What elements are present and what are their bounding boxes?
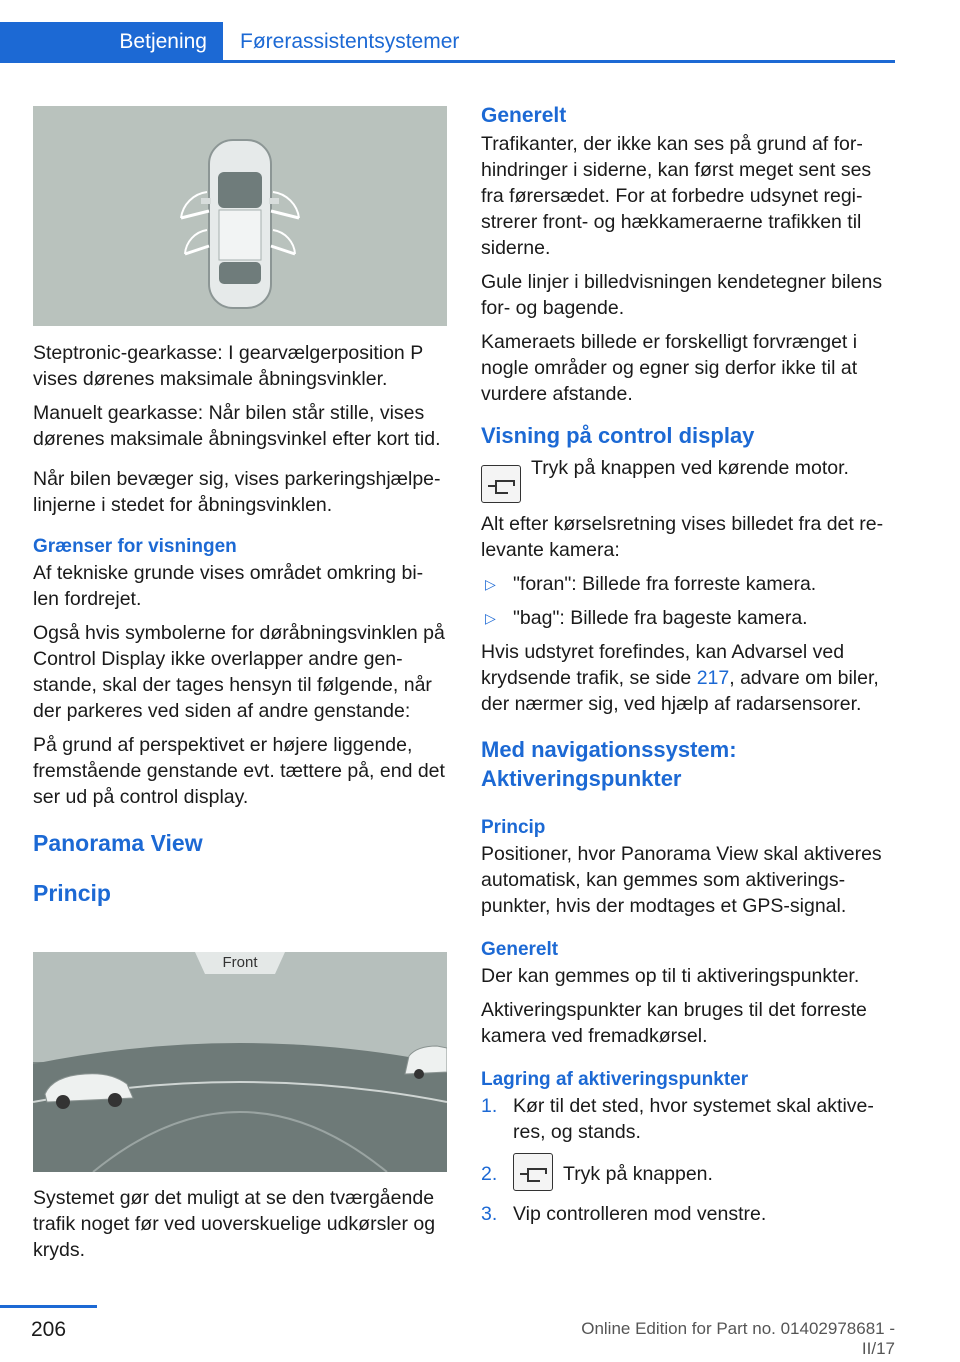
heading-generelt-2: Generelt [481,939,559,960]
triangle-bullet-icon: ▷ [485,610,496,626]
list-item: 3. Vip controlleren mod venstre. [481,1203,767,1225]
paragraph-moving: Når bilen bevæger sig, vises parkeringshjælpe-linjerne i stedet for åbningsvinklen. [33,468,441,516]
paragraph-ten-points: Der kan gemmes op til ti aktiveringspunkter. [481,965,860,987]
right-column [481,103,895,1235]
header-rule [0,60,895,63]
heading-navigation: Med navigationssystem: Aktiveringspunkter [481,737,737,791]
paragraph-distortion: Kameraets billede er forskelligt forvrænget i nogle områder og egner sig derfor ikke til at vurdere afstande. [481,331,858,405]
steps-list [481,1093,895,1227]
paragraph-distorted: Af tekniske grunde vises området omkring bi-len fordrejet. [33,562,424,610]
heading-panorama-view: Panorama View [33,830,203,856]
section-title: Førerassistentsystemer [240,30,460,53]
paragraph-cross-traffic: Hvis udstyret forefindes, kan Advarsel ved krydsende trafik, se side 217, advare om biler, der nærmer sig, ved hjælp af radarsensorer. [481,641,879,715]
left-column [33,340,449,908]
footer-rule [0,1305,97,1308]
paragraph-manual-gearbox: Manuelt gearkasse: Når bilen står stille, vises dørenes maksimale åbningsvinkel efter kort tid. [33,402,441,450]
paragraph-positions: Positioner, hvor Panorama View skal aktiveres automatisk, kan gemmes som aktiverings-punkter, hvis der modtages et GPS-signal. [481,843,882,917]
left-column-bottom [33,1185,449,1271]
paragraph-perspective: På grund af perspektivet er højere liggende, fremstående genstande evt. tættere på, end det ser ud på control display. [33,734,445,808]
chapter-tab: Betjening [0,22,223,62]
door-angle-figure [33,106,447,326]
paragraph-road-users: Trafikanter, der ikke kan ses på grund af for-hindringer i siderne, kan først meget sent ses fra førersædet. For at forbedre udsynet regi-strerer front- og hækkameraerne trafikken til siderne. [481,133,872,259]
camera-list [481,571,895,631]
press-button-text: Tryk på knappen ved kørende motor. [531,457,849,479]
heading-generelt: Generelt [481,104,567,127]
paragraph-driving-direction: Alt efter kørselsretning vises billedet fra det re-levante kamera: [481,513,884,561]
car-topview-illustration [33,106,447,326]
camera-button-icon[interactable] [513,1153,553,1191]
front-label: Front [222,954,258,971]
heading-store-points: Lagring af aktiveringspunkter [481,1069,749,1090]
paragraph-symbols: Også hvis symbolerne for døråbningsvinklen på Control Display ikke overlapper andre gen-stande, skal der tages hensyn til følgende, når der parkeres ved siden af andre genstande: [33,622,445,722]
paragraph-steptronic: Steptronic-gearkasse: I gearvælgerposition P vises dørenes maksimale åbningsvinkler. [33,342,423,390]
paragraph-yellow-lines: Gule linjer i billedvisningen kendetegner bilens for- og bagende. [481,271,883,319]
press-button-row [481,455,895,503]
list-item: ▷ "bag": Billede fra bageste kamera. [485,607,808,629]
heading-control-display: Visning på control display [481,423,755,448]
panorama-view-figure [33,952,447,1172]
edition-note: Online Edition for Part no. 01402978681 - II/17 [581,1319,895,1358]
list-item: 1. Kør til det sted, hvor systemet skal aktive-res, og stands. [481,1095,874,1143]
heading-display-limits: Grænser for visningen [33,536,237,557]
list-item: 2. Tryk på knappen. [481,1153,895,1193]
page-link-217[interactable]: 217 [696,667,730,689]
heading-princip-left: Princip [33,880,111,906]
triangle-bullet-icon: ▷ [485,576,496,592]
list-item: ▷ "foran": Billede fra forreste kamera. [485,573,817,595]
panorama-illustration [33,952,447,1172]
paragraph-system-function: Systemet gør det muligt at se den tværgående trafik noget før ved uoverskuelige udkørsler og kryds. [33,1187,436,1261]
camera-button-icon[interactable] [481,465,521,503]
page-number: 206 [30,1318,67,1341]
paragraph-front-camera: Aktiveringspunkter kan bruges til det forreste kamera ved fremadkørsel. [481,999,867,1047]
heading-princip-right: Princip [481,817,546,838]
